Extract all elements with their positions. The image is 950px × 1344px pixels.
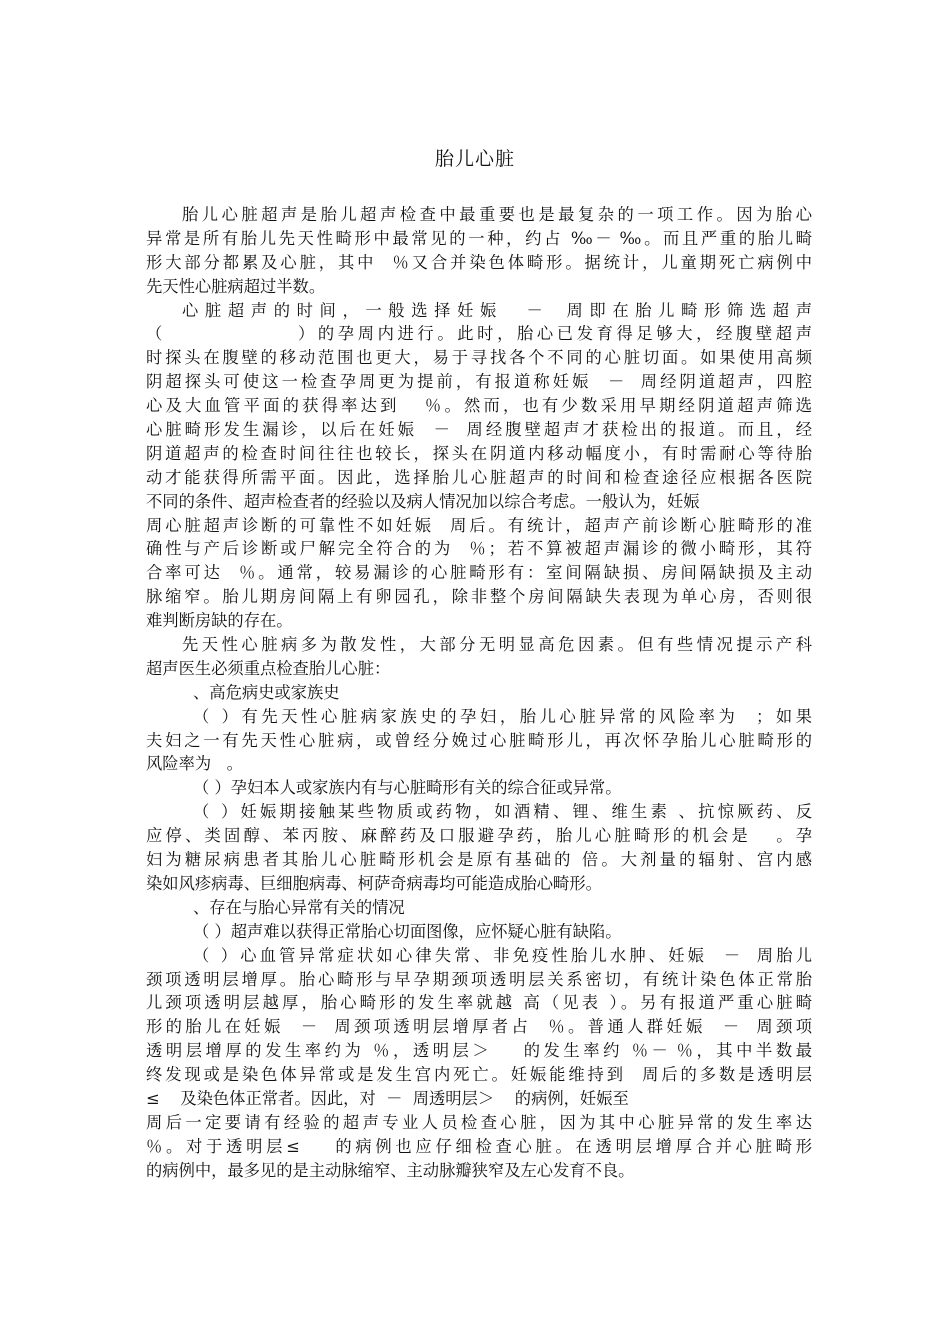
document-body bbox=[146, 203, 812, 1183]
paragraph-line: 心脏超声的时间，一般选择妊娠 － 周即在胎儿畸形筛选超声 bbox=[182, 300, 812, 320]
paragraph-line: 合率可达 ％。通常，较易漏诊的心脏畸形有：室间隔缺损、房间隔缺损及主动 bbox=[146, 563, 812, 583]
paragraph-line: （ ）心血管异常症状如心律失常、非免疫性胎儿水肿、妊娠 － 周胎儿 bbox=[193, 945, 812, 965]
paragraph-line: （ ）的孕周内进行。此时，胎心已发育得足够大，经腹壁超声 bbox=[146, 324, 812, 344]
paragraph-line: 先天性心脏病多为散发性，大部分无明显高危因素。但有些情况提示产科 bbox=[182, 635, 812, 655]
paragraph-line: 不同的条件、超声检查者的经验以及病人情况加以综合考虑。一般认为，妊娠 bbox=[146, 491, 700, 511]
paragraph-line: 阴道超声的检查时间往往也较长，探头在阴道内移动幅度小，有时需耐心等待胎 bbox=[146, 443, 812, 463]
paragraph-line: ％。对于透明层≤ 的病例也应仔细检查心脏。在透明层增厚合并心脏畸形 bbox=[146, 1136, 812, 1156]
paragraph-line: 异常是所有胎儿先天性畸形中最常见的一种，约占 ‰－ ‰。而且严重的胎儿畸 bbox=[146, 228, 812, 248]
paragraph-line: 先天性心脏病超过半数。 bbox=[146, 276, 326, 296]
paragraph-line: 周心脏超声诊断的可靠性不如妊娠 周后。有统计，超声产前诊断心脏畸形的准 bbox=[146, 515, 812, 535]
paragraph-line: 周后一定要请有经验的超声专业人员检查心脏，因为其中心脏异常的发生率达 bbox=[146, 1112, 812, 1132]
paragraph-line: 的病例中，最多见的是主动脉缩窄、主动脉瓣狭窄及左心发育不良。 bbox=[146, 1160, 635, 1180]
paragraph-line: 透明层增厚的发生率约为 ％，透明层＞ 的发生率约 ％－ ％，其中半数最 bbox=[146, 1041, 812, 1061]
paragraph-line: 妇为糖尿病患者其胎儿心脏畸形机会是原有基础的 倍。大剂量的辐射、宫内感 bbox=[146, 850, 812, 870]
paragraph-line: （ ）孕妇本人或家族内有与心脏畸形有关的综合征或异常。 bbox=[193, 778, 622, 798]
section-heading: 、高危病史或家族史 bbox=[193, 682, 340, 702]
paragraph-line: 动才能获得所需平面。因此，选择胎儿心脏超声的时间和检查途径应根据各医院 bbox=[146, 467, 812, 487]
paragraph-line: 染如风疹病毒、巨细胞病毒、柯萨奇病毒均可能造成胎心畸形。 bbox=[146, 873, 602, 893]
paragraph-line: 脉缩窄。胎儿期房间隔上有卵园孔，除非整个房间隔缺失表现为单心房，否则很 bbox=[146, 587, 812, 607]
paragraph-line: （ ）超声难以获得正常胎心切面图像，应怀疑心脏有缺陷。 bbox=[193, 921, 622, 941]
paragraph-line: 时探头在腹壁的移动范围也更大，易于寻找各个不同的心脏切面。如果使用高频 bbox=[146, 348, 812, 368]
paragraph-line: 夫妇之一有先天性心脏病，或曾经分娩过心脏畸形儿，再次怀孕胎儿心脏畸形的 bbox=[146, 730, 812, 750]
paragraph-line: 终发现或是染色体异常或是发生宫内死亡。妊娠能维持到 周后的多数是透明层 bbox=[146, 1065, 812, 1085]
paragraph-line: 超声医生必须重点检查胎儿心脏： bbox=[146, 658, 391, 678]
paragraph-line: 胎儿心脏超声是胎儿超声检查中最重要也是最复杂的一项工作。因为胎心 bbox=[182, 205, 812, 224]
paragraph-line: 颈项透明层增厚。胎心畸形与早孕期颈项透明层关系密切，有统计染色体正常胎 bbox=[146, 969, 812, 989]
section-heading: 、存在与胎心异常有关的情况 bbox=[193, 897, 405, 917]
paragraph-line: 确性与产后诊断或尸解完全符合的为 ％；若不算被超声漏诊的微小畸形，其符 bbox=[146, 539, 812, 559]
paragraph-line: 形的胎儿在妊娠 － 周颈项透明层增厚者占 ％。普通人群妊娠 － 周颈项 bbox=[146, 1017, 812, 1037]
paragraph-line: 心脏畸形发生漏诊，以后在妊娠 － 周经腹壁超声才获检出的报道。而且，经 bbox=[146, 420, 812, 440]
paragraph-line: （ ）妊娠期接触某些物质或药物，如酒精、锂、维生素 、抗惊厥药、反 bbox=[193, 802, 812, 822]
paragraph-line: 阴超探头可使这一检查孕周更为提前，有报道称妊娠 － 周经阴道超声，四腔 bbox=[146, 372, 812, 392]
paragraph-line: ≤ 及染色体正常者。因此，对 － 周透明层＞ 的病例，妊娠至 bbox=[146, 1088, 629, 1108]
paragraph-line: 形大部分都累及心脏，其中 ％又合并染色体畸形。据统计，儿童期死亡病例中 bbox=[146, 252, 812, 272]
paragraph-line: 儿颈项透明层越厚，胎心畸形的发生率就越 高（见表 ）。另有报道严重心脏畸 bbox=[146, 993, 812, 1013]
paragraph-line: 心及大血管平面的获得率达到 ％。然而，也有少数采用早期经阴道超声筛选 bbox=[146, 396, 812, 416]
paragraph-line: 难判断房缺的存在。 bbox=[146, 611, 293, 631]
paragraph-line: （ ）有先天性心脏病家族史的孕妇，胎儿心脏异常的风险率为 ；如果 bbox=[193, 706, 812, 726]
paragraph-line: 风险率为 。 bbox=[146, 754, 243, 774]
paragraph-line: 应停、类固醇、苯丙胺、麻醉药及口服避孕药，胎儿心脏畸形的机会是 。孕 bbox=[146, 826, 812, 846]
document-title: 胎儿心脏 bbox=[434, 148, 515, 170]
